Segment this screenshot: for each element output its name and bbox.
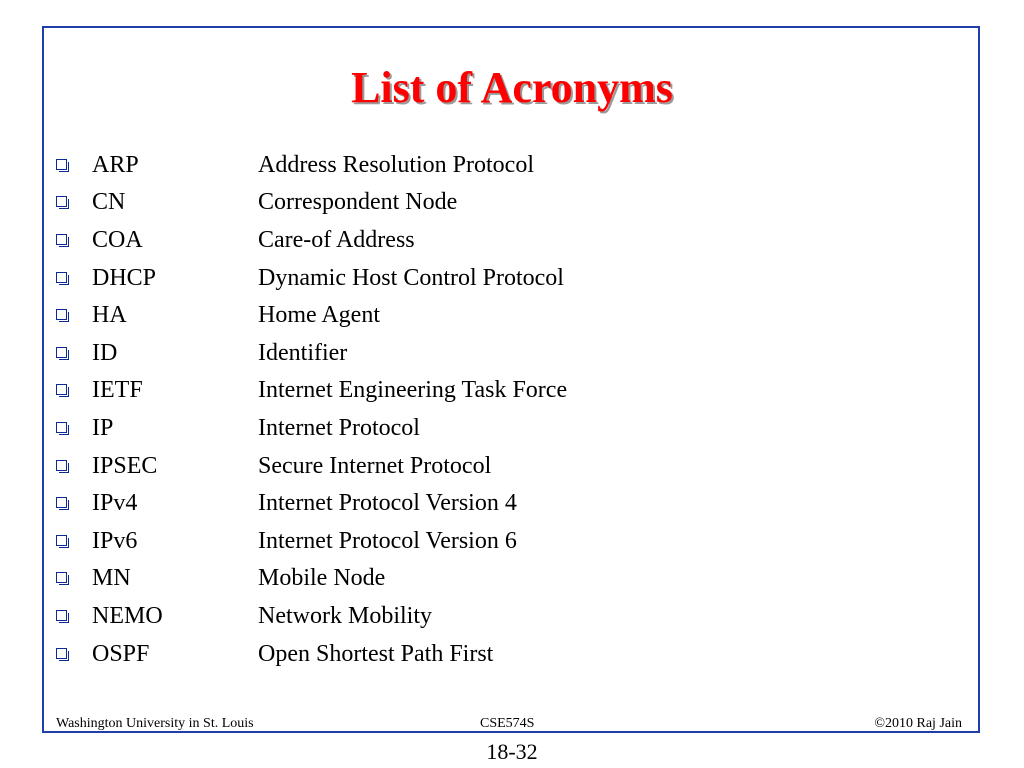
acronym-item [56,259,567,297]
acronym-item [56,635,567,673]
hollow-square-bullet-icon [56,422,68,434]
acronym-abbr: IPSEC [92,452,158,479]
acronym-expansion: Dynamic Host Control Protocol [258,264,564,291]
acronym-expansion: Secure Internet Protocol [258,452,492,479]
acronym-abbr: ID [92,339,118,366]
acronym-abbr: IPv6 [92,527,138,554]
acronym-item [56,372,567,410]
acronym-abbr: OSPF [92,640,150,667]
acronym-item [56,146,567,184]
acronym-expansion: Home Agent [258,302,380,329]
acronym-abbr: HA [92,302,127,329]
hollow-square-bullet-icon [56,234,68,246]
hollow-square-bullet-icon [56,347,68,359]
acronym-item [56,334,567,372]
hollow-square-bullet-icon [56,196,68,208]
acronym-abbr: COA [92,226,143,253]
acronym-expansion: Correspondent Node [258,189,458,216]
acronym-expansion: Network Mobility [258,602,432,629]
acronym-expansion: Identifier [258,339,348,366]
acronym-item [56,221,567,259]
acronym-item [56,560,567,598]
hollow-square-bullet-icon [56,159,68,171]
acronym-item [56,597,567,635]
acronym-item [56,447,567,485]
acronym-expansion: Internet Protocol Version 4 [258,490,517,517]
acronym-list [56,146,567,672]
hollow-square-bullet-icon [56,572,68,584]
acronym-item [56,522,567,560]
footer-institution: Washington University in St. Louis [56,716,254,731]
hollow-square-bullet-icon [56,460,68,472]
footer-course: CSE574S [480,716,535,731]
acronym-abbr: NEMO [92,602,163,629]
hollow-square-bullet-icon [56,272,68,284]
hollow-square-bullet-icon [56,497,68,509]
hollow-square-bullet-icon [56,648,68,660]
acronym-abbr: IPv4 [92,490,138,517]
acronym-expansion: Internet Protocol [258,414,420,441]
footer-copyright: ©2010 Raj Jain [874,716,962,731]
hollow-square-bullet-icon [56,610,68,622]
acronym-expansion: Internet Protocol Version 6 [258,527,517,554]
acronym-abbr: DHCP [92,264,157,291]
hollow-square-bullet-icon [56,309,68,321]
acronym-item [56,296,567,334]
acronym-expansion: Care-of Address [258,226,415,253]
acronym-item [56,409,567,447]
hollow-square-bullet-icon [56,535,68,547]
acronym-abbr: CN [92,189,126,216]
acronym-abbr: IETF [92,377,143,404]
hollow-square-bullet-icon [56,384,68,396]
acronym-item [56,484,567,522]
acronym-expansion: Address Resolution Protocol [258,151,534,178]
acronym-abbr: MN [92,565,131,592]
acronym-abbr: ARP [92,151,139,178]
acronym-expansion: Internet Engineering Task Force [258,377,568,404]
acronym-item [56,184,567,222]
page-number: 18-32 [486,739,538,764]
acronym-abbr: IP [92,414,114,441]
acronym-expansion: Mobile Node [258,565,386,592]
acronym-expansion: Open Shortest Path First [258,640,494,667]
slide-title: List of Acronyms [351,63,673,112]
